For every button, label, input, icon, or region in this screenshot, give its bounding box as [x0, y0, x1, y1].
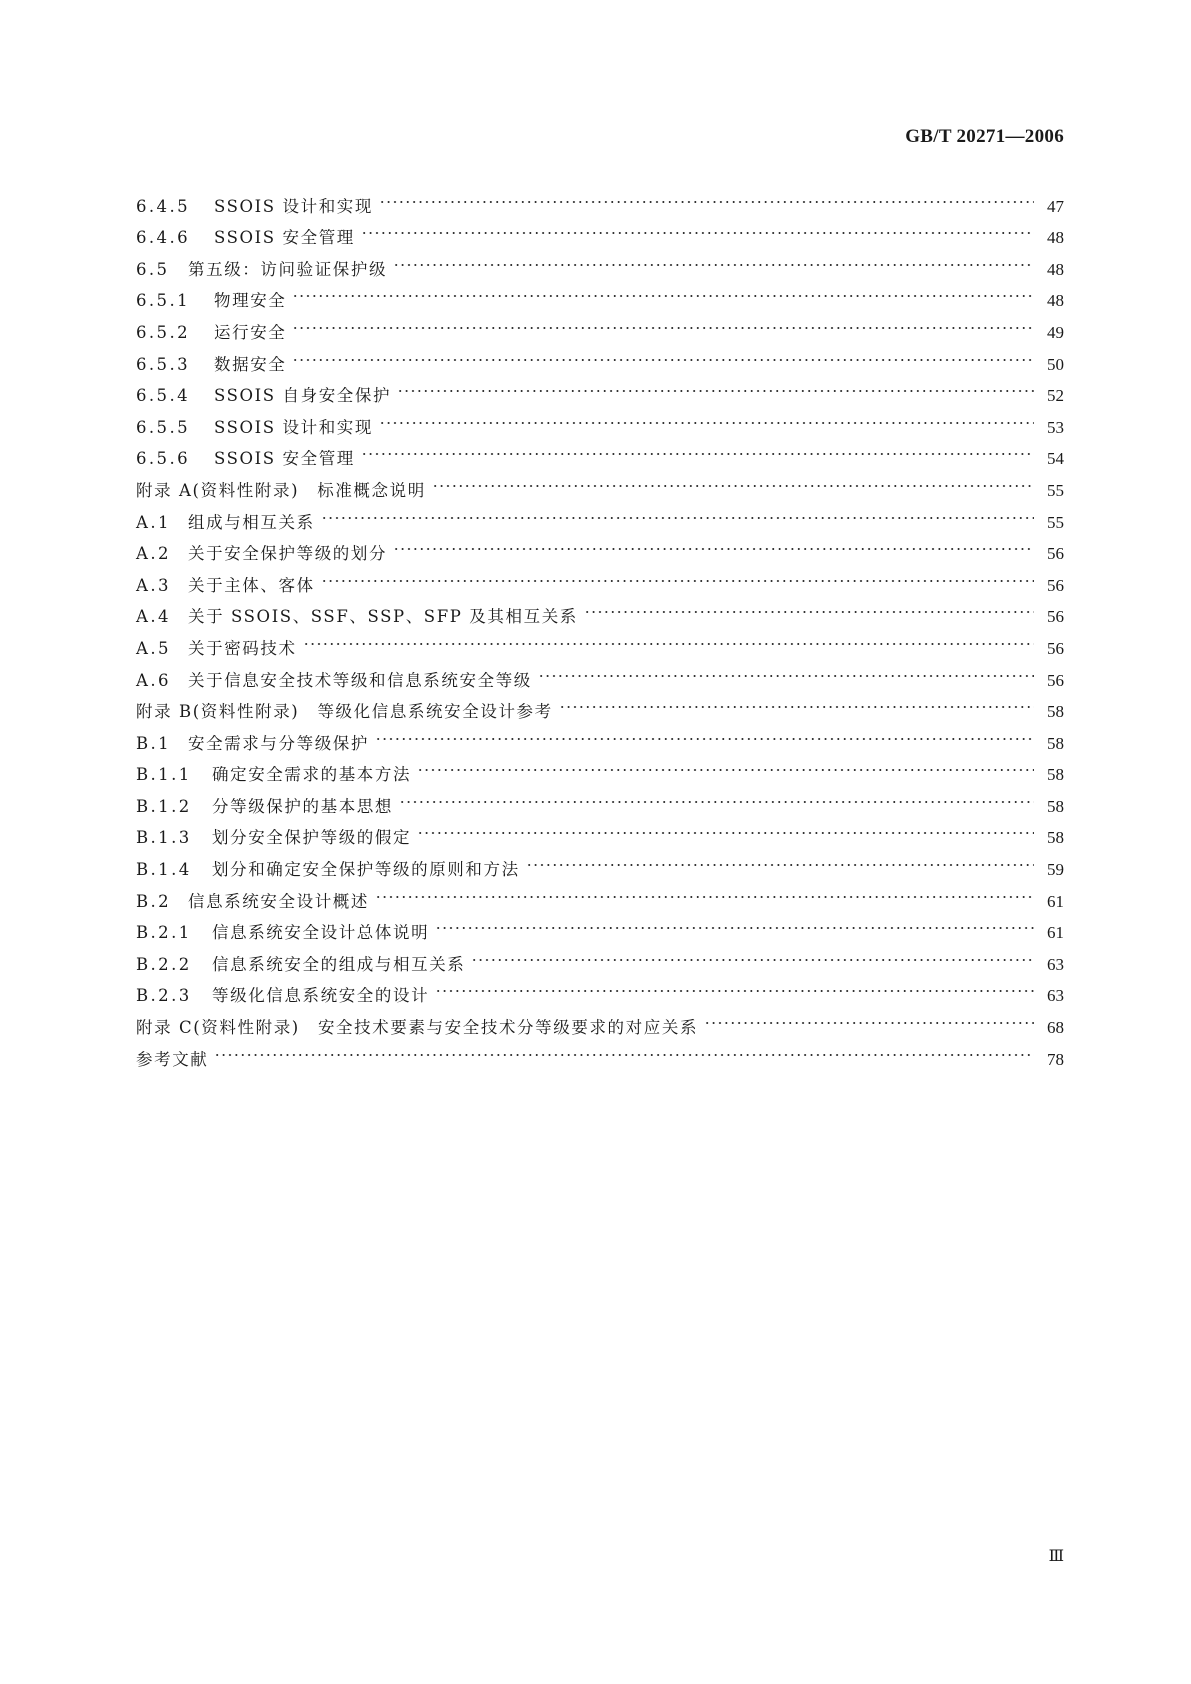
toc-entry-number: 6.5.5 — [136, 417, 190, 437]
toc-leader-dots — [292, 275, 1034, 307]
toc-entry-title: 关于密码技术 — [188, 638, 297, 658]
toc-entry-page: 48 — [1047, 291, 1064, 311]
toc-leader-dots — [361, 212, 1034, 244]
toc-leader-dots — [417, 749, 1034, 781]
toc-entry[interactable] — [136, 1033, 1064, 1069]
toc-entry-title: SSOIS 安全管理 — [214, 449, 355, 469]
toc-leader-dots — [471, 938, 1034, 970]
toc-leader-dots — [375, 717, 1034, 749]
toc-entry-title: 附录 C(资料性附录) 安全技术要素与安全技术分等级要求的对应关系 — [136, 1018, 699, 1038]
toc-entry-page: 49 — [1047, 322, 1064, 342]
toc-entry-page: 52 — [1047, 386, 1064, 406]
toc-entry-page: 58 — [1047, 765, 1064, 785]
toc-entry-page: 63 — [1047, 986, 1064, 1006]
toc-entry-page: 47 — [1047, 196, 1064, 216]
toc-entry-title: 确定安全需求的基本方法 — [212, 765, 412, 785]
toc-entry-page: 58 — [1047, 796, 1064, 816]
toc-leader-dots — [435, 907, 1034, 939]
toc-leader-dots — [292, 306, 1034, 338]
toc-entry-page: 50 — [1047, 354, 1064, 374]
toc-leader-dots — [292, 338, 1034, 370]
toc-entry-title: 关于信息安全技术等级和信息系统安全等级 — [188, 670, 532, 690]
toc-leader-dots — [417, 812, 1034, 844]
toc-entry-number: B.1.1 — [136, 765, 192, 785]
toc-leader-dots — [393, 243, 1034, 275]
toc-entry-page: 58 — [1047, 733, 1064, 753]
toc-entry-title: 关于主体、客体 — [188, 575, 315, 595]
toc-entry-title: SSOIS 设计和实现 — [214, 417, 374, 437]
toc-leader-dots — [704, 1001, 1034, 1033]
toc-entry-number: B.2.2 — [136, 954, 192, 974]
toc-entry-title: 组成与相互关系 — [188, 512, 315, 532]
toc-leader-dots — [379, 401, 1034, 433]
toc-entry-page: 56 — [1047, 670, 1064, 690]
toc-leader-dots — [559, 686, 1034, 718]
toc-entry-page: 56 — [1047, 607, 1064, 627]
toc-entry-number: B.2.3 — [136, 986, 192, 1006]
toc-entry-number: B.1 — [136, 733, 172, 753]
toc-entry-page: 61 — [1047, 923, 1064, 943]
toc-entry-title: 参考文献 — [136, 1049, 209, 1069]
toc-entry-page: 55 — [1047, 512, 1064, 532]
toc-entry-page: 63 — [1047, 954, 1064, 974]
toc-entry-number: 6.4.5 — [136, 196, 190, 216]
toc-leader-dots — [375, 875, 1034, 907]
toc-entry-title: SSOIS 安全管理 — [214, 228, 355, 248]
toc-entry-page: 61 — [1047, 891, 1064, 911]
toc-entry-title: SSOIS 自身安全保护 — [214, 386, 392, 406]
toc-entry-number: 6.5.2 — [136, 322, 190, 342]
toc-entry-page: 78 — [1047, 1049, 1064, 1069]
toc-entry-title: 分等级保护的基本思想 — [212, 796, 393, 816]
toc-entry-page: 48 — [1047, 228, 1064, 248]
toc-leader-dots — [303, 622, 1034, 654]
toc-entry-number: 6.5.6 — [136, 449, 190, 469]
toc-entry-title: 信息系统安全设计概述 — [188, 891, 369, 911]
toc-entry-page: 54 — [1047, 449, 1064, 469]
toc-entry-title: 物理安全 — [214, 291, 287, 311]
toc-entry-page: 53 — [1047, 417, 1064, 437]
toc-entry-title: 第五级：访问验证保护级 — [188, 259, 388, 279]
toc-leader-dots — [584, 591, 1034, 623]
toc-entry-number: A.5 — [136, 638, 171, 658]
toc-entry-number: 6.5.3 — [136, 354, 190, 374]
toc-entry-page: 48 — [1047, 259, 1064, 279]
toc-entry-number: B.2.1 — [136, 923, 192, 943]
table-of-contents — [136, 180, 1064, 1069]
toc-entry-title: 附录 B(资料性附录) 等级化信息系统安全设计参考 — [136, 702, 553, 722]
toc-entry-title: 关于 SSOIS、SSF、SSP、SFP 及其相互关系 — [188, 607, 578, 627]
toc-entry-number: 6.5.1 — [136, 291, 190, 311]
toc-leader-dots — [361, 433, 1034, 465]
toc-entry-number: 6.5.4 — [136, 386, 190, 406]
toc-entry-number: B.1.4 — [136, 860, 192, 880]
standard-code: GB/T 20271—2006 — [905, 126, 1064, 147]
toc-leader-dots — [379, 180, 1034, 212]
toc-entry-title: SSOIS 设计和实现 — [214, 196, 374, 216]
toc-entry-number: A.2 — [136, 544, 171, 564]
page-number: Ⅲ — [1048, 1548, 1063, 1565]
toc-entry-number: 6.4.6 — [136, 228, 190, 248]
toc-entry-page: 56 — [1047, 638, 1064, 658]
toc-leader-dots — [214, 1033, 1034, 1065]
toc-entry-title: 附录 A(资料性附录) 标准概念说明 — [136, 480, 426, 500]
toc-entry-page: 56 — [1047, 544, 1064, 564]
toc-entry-title: 信息系统安全设计总体说明 — [212, 923, 430, 943]
toc-entry-number: B.2 — [136, 891, 172, 911]
toc-entry-number: B.1.3 — [136, 828, 192, 848]
toc-entry-title: 划分和确定安全保护等级的原则和方法 — [212, 860, 520, 880]
toc-entry[interactable] — [136, 180, 1064, 216]
toc-leader-dots — [432, 464, 1034, 496]
toc-entry-number: A.6 — [136, 670, 171, 690]
toc-leader-dots — [435, 970, 1034, 1002]
toc-entry-page: 58 — [1047, 702, 1064, 722]
toc-entry-number: A.1 — [136, 512, 171, 532]
toc-entry-page: 55 — [1047, 480, 1064, 500]
toc-leader-dots — [397, 370, 1034, 402]
toc-leader-dots — [321, 559, 1034, 591]
toc-leader-dots — [538, 654, 1034, 686]
toc-entry-page: 56 — [1047, 575, 1064, 595]
toc-leader-dots — [321, 496, 1034, 528]
toc-entry-title: 关于安全保护等级的划分 — [188, 544, 388, 564]
toc-leader-dots — [393, 528, 1034, 560]
toc-leader-dots — [399, 780, 1034, 812]
toc-leader-dots — [526, 843, 1034, 875]
toc-entry-page: 59 — [1047, 860, 1064, 880]
toc-entry-number: 6.5 — [136, 259, 170, 279]
toc-entry-number: B.1.2 — [136, 796, 192, 816]
toc-entry-title: 信息系统安全的组成与相互关系 — [212, 954, 466, 974]
toc-entry-number: A.3 — [136, 575, 171, 595]
toc-entry-number: A.4 — [136, 607, 171, 627]
toc-entry-title: 运行安全 — [214, 322, 287, 342]
toc-entry-page: 68 — [1047, 1018, 1064, 1038]
toc-entry-page: 58 — [1047, 828, 1064, 848]
toc-entry-title: 划分安全保护等级的假定 — [212, 828, 412, 848]
toc-entry-title: 安全需求与分等级保护 — [188, 733, 369, 753]
toc-entry-title: 等级化信息系统安全的设计 — [212, 986, 430, 1006]
toc-entry-title: 数据安全 — [214, 354, 287, 374]
